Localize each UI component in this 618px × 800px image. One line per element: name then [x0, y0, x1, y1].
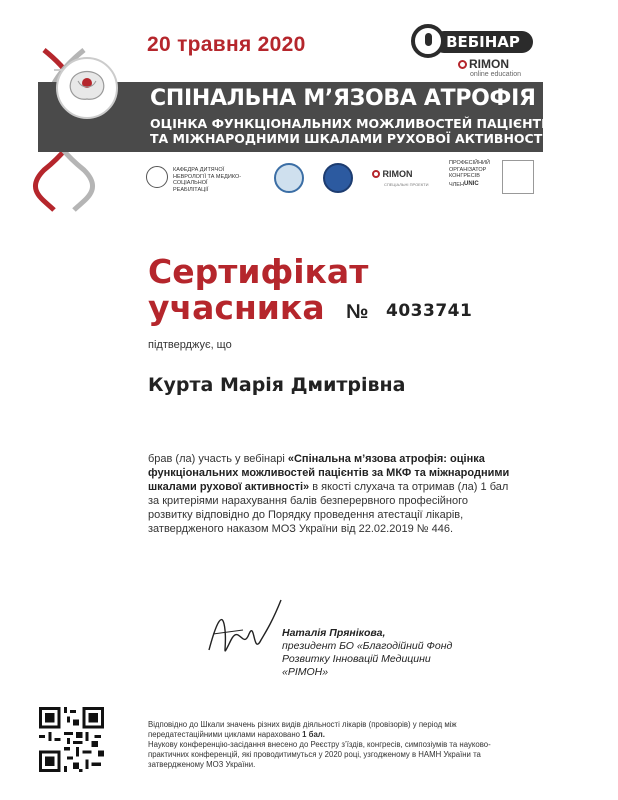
- academy-emblem-icon: [323, 163, 353, 193]
- webinar-title: «Спінальна м’язова атрофія: оцінка функціональних можливостей пацієнтів за МКФ та міжнародними шкалами рухової активності»: [148, 453, 510, 493]
- certificate-number: 4033741: [386, 301, 473, 321]
- event-date: 20 травня 2020: [147, 33, 306, 56]
- certificate-title: Сертифікат учасника: [148, 252, 369, 327]
- unic-logo: UNIC: [464, 181, 479, 187]
- banner-title: СПІНАЛЬНА М’ЯЗОВА АТРОФІЯ: [150, 86, 536, 111]
- rimon-partner-sub: СПЕЦІАЛЬНІ ПРОЕКТИ: [384, 182, 429, 187]
- banner-subtitle: ОЦІНКА ФУНКЦІОНАЛЬНИХ МОЖЛИВОСТЕЙ ПАЦІЄНТІВ ЗА МКФ ТА МІЖНАРОДНИМИ ШКАЛАМИ РУХОВОЇ АКТИВНОСТІ: [150, 116, 618, 146]
- rimon-partner-icon: [372, 170, 380, 178]
- organizer-label: ПРОФЕСІЙНИЙ ОРГАНІЗАТОР КОНГРЕСІВ: [449, 160, 490, 179]
- signatory-block: Наталія Прянікова, президент БО «Благодійний Фонд Розвитку Інновацій Медицини «РІМОН»: [282, 627, 453, 678]
- webinar-badge: [411, 24, 535, 54]
- signature-image: [203, 590, 283, 670]
- webinar-label: ВЕБІНАР: [433, 31, 533, 53]
- partner-logos: [146, 158, 546, 198]
- footer-registry-note: Наукову конференцію-засідання внесено до Реєстру з’їздів, конгресів, симпозіумів та науково-практичних конференцій, які проводитимуться у 2020 році, узгодженому в НАМН України та затвердженому МОЗ України.: [148, 740, 491, 769]
- association-emblem-icon: [274, 163, 304, 193]
- university-emblem-icon: [146, 166, 168, 188]
- qr-code-icon: [39, 707, 104, 772]
- microphone-icon: [411, 24, 445, 58]
- department-name: КАФЕДРА ДИТЯЧОЇ НЕВРОЛОГІЇ ТА МЕДИКО-СОЦІАЛЬНОЇ РЕАБІЛІТАЦІЇ: [173, 167, 242, 193]
- confirms-text: підтверджує, що: [148, 339, 232, 351]
- spinal-cord-icon: [56, 57, 118, 119]
- mm-logo-icon: [502, 160, 534, 194]
- number-sign: №: [346, 301, 369, 323]
- rimon-logo: RIMON: [458, 57, 509, 71]
- certificate-body: брав (ла) участь у вебінарі «Спінальна м’язова атрофія: оцінка функціональних можливостей пацієнтів за МКФ та міжнародними шкалами рухової активності» в якості слухача та отримав (ла) 1 бал за критеріями нарахування балів безперервного професійного розвитку відповідно до Порядку проведення атестації лікарів, затвердженого наказом МОЗ України від 22.02.2019 № 446.: [148, 453, 510, 535]
- signatory-name: Наталія Прянікова,: [282, 627, 386, 639]
- member-label: ЧЛЕН: [449, 182, 464, 188]
- footer-notes: [148, 720, 510, 770]
- rimon-partner-logo: RIMON: [372, 170, 413, 178]
- footer-credit-note: Відповідно до Шкали значень різних видів діяльності лікарів (провізорів) у період між передатестаційними циклами нараховано 1 бал.: [148, 720, 457, 739]
- recipient-name: Курта Марія Дмитрівна: [148, 374, 406, 396]
- rimon-tagline: online education: [470, 71, 521, 78]
- rimon-logo-icon: [458, 60, 467, 69]
